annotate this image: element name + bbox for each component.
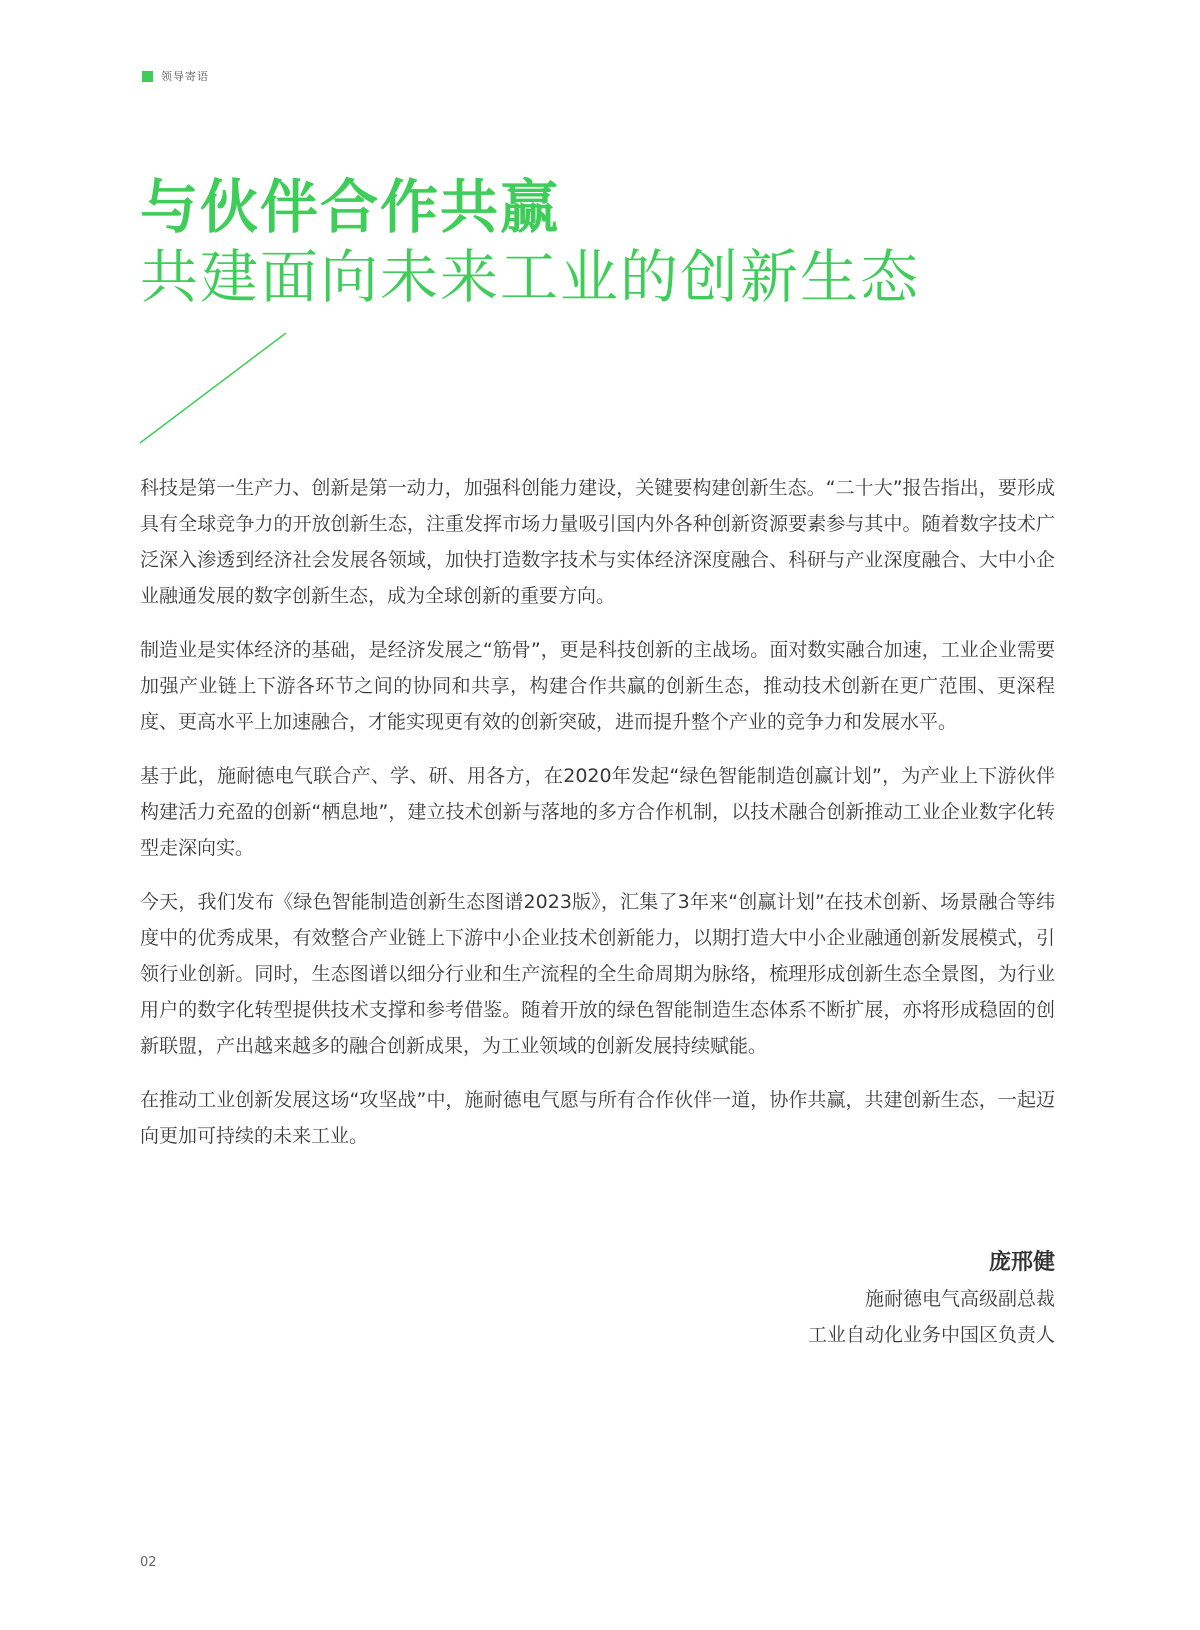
section-marker-square — [142, 71, 153, 82]
decorative-diagonal-line — [140, 333, 290, 445]
paragraph-2: 制造业是实体经济的基础，是经济发展之“筋骨”，更是科技创新的主战场。面对数实融合加速，工业企业需要加强产业链上下游各环节之间的协同和共享，构建合作共赢的创新生态，推动技术创新在更广范围、更深程度、更高水平上加速融合，才能实现更有效的创新突破，进而提升整个产业的竞争力和发展水平。 — [140, 639, 1055, 733]
paragraph-5: 在推动工业创新发展这场“攻坚战”中，施耐德电气愿与所有合作伙伴一道，协作共赢，共建创新生态，一起迈向更加可持续的未来工业。 — [140, 1089, 1055, 1147]
signature-block — [808, 1245, 1055, 1353]
title-line-1: 与伙伴合作共赢 — [140, 173, 561, 241]
section-tag — [142, 68, 209, 84]
paragraph-3: 基于此，施耐德电气联合产、学、研、用各方，在2020年发起“绿色智能制造创赢计划”，为产业上下游伙伴构建活力充盈的创新“栖息地”，建立技术创新与落地的多方合作机制，以技术融合创新推动工业企业数字化转型走深向实。 — [140, 765, 1055, 859]
paragraph-1: 科技是第一生产力、创新是第一动力，加强科创能力建设，关键要构建创新生态。“二十大”报告指出，要形成具有全球竞争力的开放创新生态，注重发挥市场力量吸引国内外各种创新资源要素参与其中。随着数字技术广泛深入渗透到经济社会发展各领域，加快打造数字技术与实体经济深度融合、科研与产业深度融合、大中小企业融通发展的数字创新生态，成为全球创新的重要方向。 — [140, 477, 1055, 607]
page-title — [140, 172, 920, 312]
body-text — [140, 470, 1055, 1172]
page-number: 02 — [140, 1555, 157, 1570]
section-label: 领导寄语 — [161, 70, 209, 83]
title-line-2: 共建面向未来工业的创新生态 — [140, 243, 921, 311]
signature-title-2: 工业自动化业务中国区负责人 — [807, 1324, 1055, 1346]
signature-title-1: 施耐德电气高级副总裁 — [864, 1288, 1055, 1310]
signature-name: 庞邢健 — [988, 1250, 1055, 1275]
paragraph-4: 今天，我们发布《绿色智能制造创新生态图谱2023版》，汇集了3年来“创赢计划”在技术创新、场景融合等纬度中的优秀成果，有效整合产业链上下游中小企业技术创新能力，以期打造大中小企业融通创新发展模式，引领行业创新。同时，生态图谱以细分行业和生产流程的全生命周期为脉络，梳理形成创新生态全景图，为行业用户的数字化转型提供技术支撑和参考借鉴。随着开放的绿色智能制造生态体系不断扩展，亦将形成稳固的创新联盟，产出越来越多的融合创新成果，为工业领域的创新发展持续赋能。 — [140, 891, 1055, 1057]
